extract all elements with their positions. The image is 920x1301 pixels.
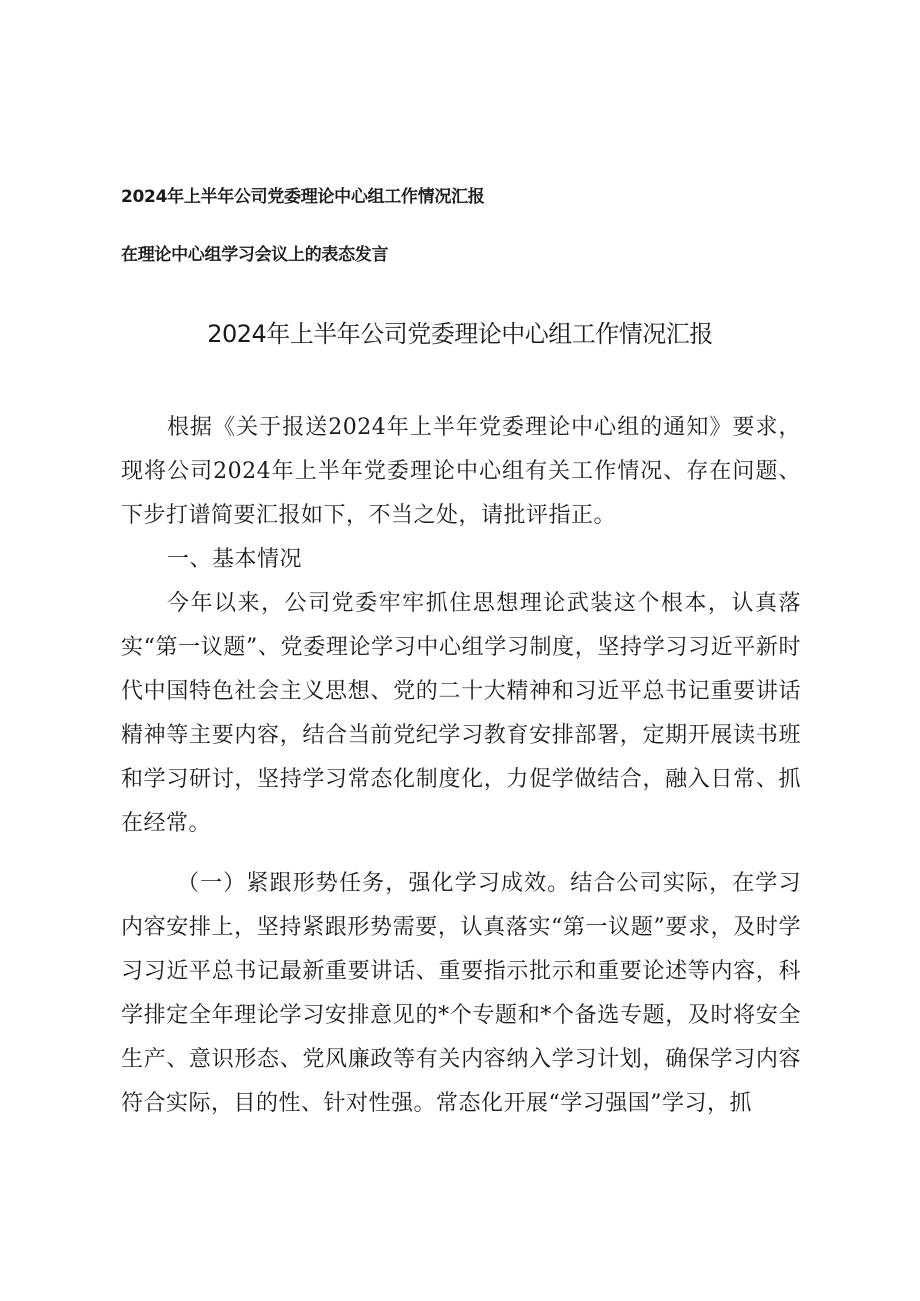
paragraph-overview: 今年以来，公司党委牢牢抓住思想理论武装这个根本，认真落实“第一议题”、党委理论学习中心组学习制度，坚持学习习近平新时代中国特色社会主义思想、党的二十大精神和习近平总书记重要讲话精神等主要内容，结合当前党纪学习教育安排部署，定期开展读书班和学习研讨，坚持学习常态化制度化，力促学做结合，融入日常、抓在经常。 [121, 591, 801, 836]
paragraph-intro: 根据《关于报送2024年上半年党委理论中心组的通知》要求，现将公司2024年上半年党委理论中心组有关工作情况、存在问题、下步打谱简要汇报如下，不当之处，请批评指正。 [121, 415, 801, 528]
document-body [121, 406, 801, 1126]
contents-item-1: 2024年上半年公司党委理论中心组工作情况汇报 [121, 187, 485, 207]
document-title: 2024年上半年公司党委理论中心组工作情况汇报 [207, 320, 713, 348]
section-heading-basic: 一、基本情况 [167, 547, 303, 572]
paragraph-subsection-1: （一）紧跟形势任务，强化学习成效。结合公司实际，在学习内容安排上，坚持紧跟形势需要，认真落实“第一议题”要求，及时学习习近平总书记最新重要讲话、重要指示批示和重要论述等内容，科学排定全年理论学习安排意见的*个专题和*个备选专题，及时将安全生产、意识形态、党风廉政等有关内容纳入学习计划，确保学习内容符合实际，目的性、针对性强。常态化开展“学习强国”学习，抓 [121, 871, 801, 1116]
contents-item-2: 在理论中心组学习会议上的表态发言 [121, 245, 389, 265]
